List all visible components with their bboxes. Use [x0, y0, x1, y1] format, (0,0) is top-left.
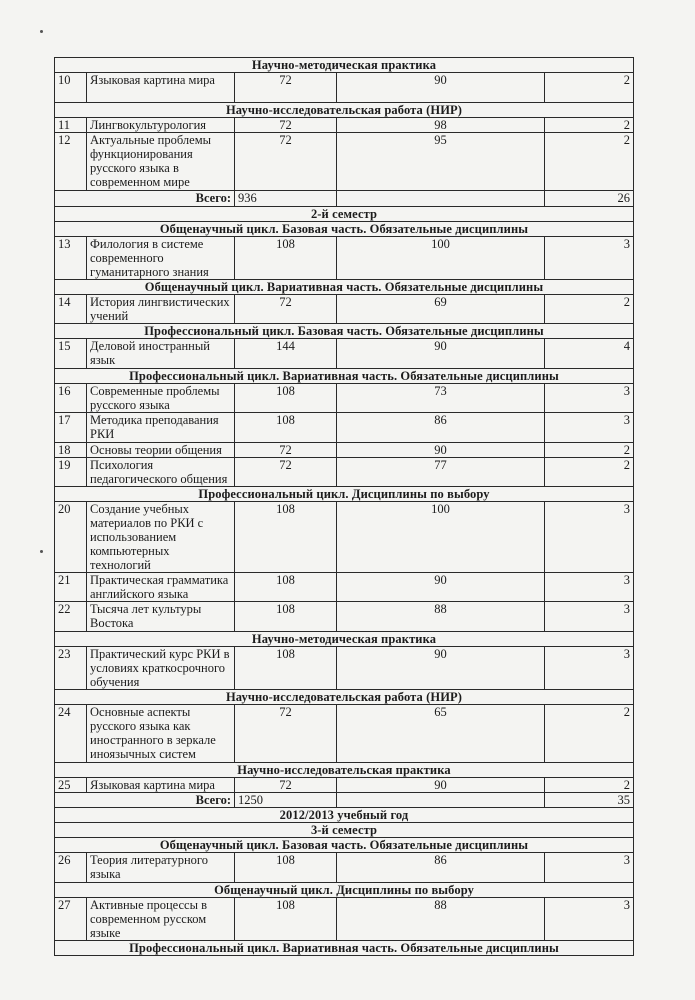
section-header-row: [55, 207, 634, 222]
total-label: Всего:: [55, 191, 235, 207]
section-header: 2-й семестр: [55, 207, 634, 222]
course-name: Тысяча лет культуры Востока: [87, 602, 235, 632]
course-hours-secondary: 88: [337, 898, 545, 941]
course-row: [55, 443, 634, 458]
course-hours-secondary: 95: [337, 133, 545, 191]
course-row: [55, 458, 634, 487]
section-header-row: [55, 808, 634, 823]
section-header: Профессиональный цикл. Базовая часть. Обязательные дисциплины: [55, 324, 634, 339]
course-name: Психология педагогического общения: [87, 458, 235, 487]
course-number: 26: [55, 853, 87, 883]
section-header-row: [55, 324, 634, 339]
course-credits: 3: [545, 602, 634, 632]
section-header: 2012/2013 учебный год: [55, 808, 634, 823]
section-header: Профессиональный цикл. Дисциплины по выбору: [55, 487, 634, 502]
course-hours-total: 72: [235, 705, 337, 763]
section-header: Общенаучный цикл. Вариативная часть. Обязательные дисциплины: [55, 280, 634, 295]
course-name: Деловой иностранный язык: [87, 339, 235, 369]
course-name: Основы теории общения: [87, 443, 235, 458]
course-credits: 3: [545, 647, 634, 690]
course-row: [55, 295, 634, 324]
section-header: Научно-методическая практика: [55, 58, 634, 73]
section-header-row: [55, 58, 634, 73]
section-header-row: [55, 103, 634, 118]
course-row: [55, 339, 634, 369]
course-hours-secondary: 100: [337, 502, 545, 573]
course-credits: 3: [545, 413, 634, 443]
course-hours-total: 108: [235, 853, 337, 883]
course-hours-secondary: 90: [337, 339, 545, 369]
section-header: Общенаучный цикл. Базовая часть. Обязательные дисциплины: [55, 838, 634, 853]
course-number: 22: [55, 602, 87, 632]
section-header: 3-й семестр: [55, 823, 634, 838]
course-number: 27: [55, 898, 87, 941]
course-number: 24: [55, 705, 87, 763]
course-hours-secondary: 90: [337, 573, 545, 602]
course-hours-total: 72: [235, 458, 337, 487]
course-hours-secondary: 90: [337, 73, 545, 103]
section-header: Профессиональный цикл. Вариативная часть. Обязательные дисциплины: [55, 941, 634, 956]
course-row: [55, 853, 634, 883]
course-hours-secondary: 73: [337, 384, 545, 413]
curriculum-table-body: [55, 58, 634, 956]
course-credits: 2: [545, 778, 634, 793]
course-credits: 2: [545, 295, 634, 324]
course-hours-secondary: 69: [337, 295, 545, 324]
course-row: [55, 898, 634, 941]
course-hours-total: 108: [235, 898, 337, 941]
course-credits: 3: [545, 237, 634, 280]
course-hours-total: 108: [235, 602, 337, 632]
course-credits: 2: [545, 458, 634, 487]
course-row: [55, 573, 634, 602]
section-header-row: [55, 487, 634, 502]
course-name: История лингвистических учений: [87, 295, 235, 324]
total-row: [55, 793, 634, 808]
scan-speck: [40, 30, 43, 33]
section-header: Научно-исследовательская работа (НИР): [55, 690, 634, 705]
section-header-row: [55, 823, 634, 838]
course-row: [55, 502, 634, 573]
course-name: Практическая грамматика английского языка: [87, 573, 235, 602]
section-header-row: [55, 369, 634, 384]
course-hours-secondary: 98: [337, 118, 545, 133]
section-header: Общенаучный цикл. Дисциплины по выбору: [55, 883, 634, 898]
course-credits: 2: [545, 133, 634, 191]
course-name: Создание учебных материалов по РКИ с использованием компьютерных технологий: [87, 502, 235, 573]
course-row: [55, 647, 634, 690]
total-row: [55, 191, 634, 207]
course-hours-secondary: 100: [337, 237, 545, 280]
course-name: Практический курс РКИ в условиях краткосрочного обучения: [87, 647, 235, 690]
course-hours-total: 72: [235, 73, 337, 103]
course-hours-secondary: 90: [337, 443, 545, 458]
course-hours-total: 108: [235, 237, 337, 280]
course-number: 10: [55, 73, 87, 103]
section-header-row: [55, 941, 634, 956]
total-label: Всего:: [55, 793, 235, 808]
course-hours-secondary: 90: [337, 778, 545, 793]
course-credits: 3: [545, 573, 634, 602]
course-hours-total: 72: [235, 443, 337, 458]
course-hours-secondary: 77: [337, 458, 545, 487]
course-number: 18: [55, 443, 87, 458]
course-number: 15: [55, 339, 87, 369]
section-header-row: [55, 763, 634, 778]
scan-speck: [40, 550, 43, 553]
course-name: Методика преподавания РКИ: [87, 413, 235, 443]
course-credits: 2: [545, 705, 634, 763]
course-number: 23: [55, 647, 87, 690]
section-header-row: [55, 883, 634, 898]
section-header: Общенаучный цикл. Базовая часть. Обязательные дисциплины: [55, 222, 634, 237]
course-number: 21: [55, 573, 87, 602]
course-hours-secondary: 86: [337, 413, 545, 443]
total-empty-cell: [337, 191, 545, 207]
course-number: 19: [55, 458, 87, 487]
section-header-row: [55, 838, 634, 853]
course-row: [55, 73, 634, 103]
course-name: Теория литературного языка: [87, 853, 235, 883]
course-hours-total: 72: [235, 295, 337, 324]
course-hours-secondary: 88: [337, 602, 545, 632]
course-row: [55, 237, 634, 280]
course-hours-secondary: 65: [337, 705, 545, 763]
course-credits: 3: [545, 502, 634, 573]
course-credits: 4: [545, 339, 634, 369]
total-credits: 35: [545, 793, 634, 808]
course-number: 12: [55, 133, 87, 191]
total-hours: 1250: [235, 793, 337, 808]
course-name: Языковая картина мира: [87, 73, 235, 103]
course-credits: 2: [545, 118, 634, 133]
course-row: [55, 384, 634, 413]
course-row: [55, 133, 634, 191]
course-row: [55, 705, 634, 763]
section-header: Научно-методическая практика: [55, 632, 634, 647]
course-number: 16: [55, 384, 87, 413]
course-number: 11: [55, 118, 87, 133]
course-number: 13: [55, 237, 87, 280]
section-header: Научно-исследовательская работа (НИР): [55, 103, 634, 118]
curriculum-table: [54, 57, 634, 956]
course-hours-total: 108: [235, 413, 337, 443]
section-header-row: [55, 222, 634, 237]
course-credits: 3: [545, 853, 634, 883]
course-hours-total: 144: [235, 339, 337, 369]
course-name: Актуальные проблемы функционирования русского языка в современном мире: [87, 133, 235, 191]
total-hours: 936: [235, 191, 337, 207]
course-number: 14: [55, 295, 87, 324]
course-hours-total: 72: [235, 778, 337, 793]
course-number: 20: [55, 502, 87, 573]
course-row: [55, 602, 634, 632]
course-credits: 3: [545, 384, 634, 413]
course-hours-total: 72: [235, 118, 337, 133]
section-header-row: [55, 280, 634, 295]
course-name: Основные аспекты русского языка как иностранного в зеркале иноязычных систем: [87, 705, 235, 763]
section-header: Профессиональный цикл. Вариативная часть. Обязательные дисциплины: [55, 369, 634, 384]
section-header-row: [55, 632, 634, 647]
course-hours-secondary: 86: [337, 853, 545, 883]
course-row: [55, 778, 634, 793]
course-number: 17: [55, 413, 87, 443]
course-number: 25: [55, 778, 87, 793]
total-empty-cell: [337, 793, 545, 808]
course-row: [55, 413, 634, 443]
course-name: Активные процессы в современном русском языке: [87, 898, 235, 941]
course-hours-total: 108: [235, 384, 337, 413]
course-hours-total: 108: [235, 647, 337, 690]
course-hours-secondary: 90: [337, 647, 545, 690]
course-name: Филология в системе современного гуманитарного знания: [87, 237, 235, 280]
course-credits: 2: [545, 73, 634, 103]
course-credits: 2: [545, 443, 634, 458]
course-name: Современные проблемы русского языка: [87, 384, 235, 413]
course-hours-total: 72: [235, 133, 337, 191]
course-credits: 3: [545, 898, 634, 941]
course-row: [55, 118, 634, 133]
section-header-row: [55, 690, 634, 705]
course-name: Языковая картина мира: [87, 778, 235, 793]
section-header: Научно-исследовательская практика: [55, 763, 634, 778]
total-credits: 26: [545, 191, 634, 207]
course-hours-total: 108: [235, 573, 337, 602]
course-name: Лингвокультурология: [87, 118, 235, 133]
course-hours-total: 108: [235, 502, 337, 573]
